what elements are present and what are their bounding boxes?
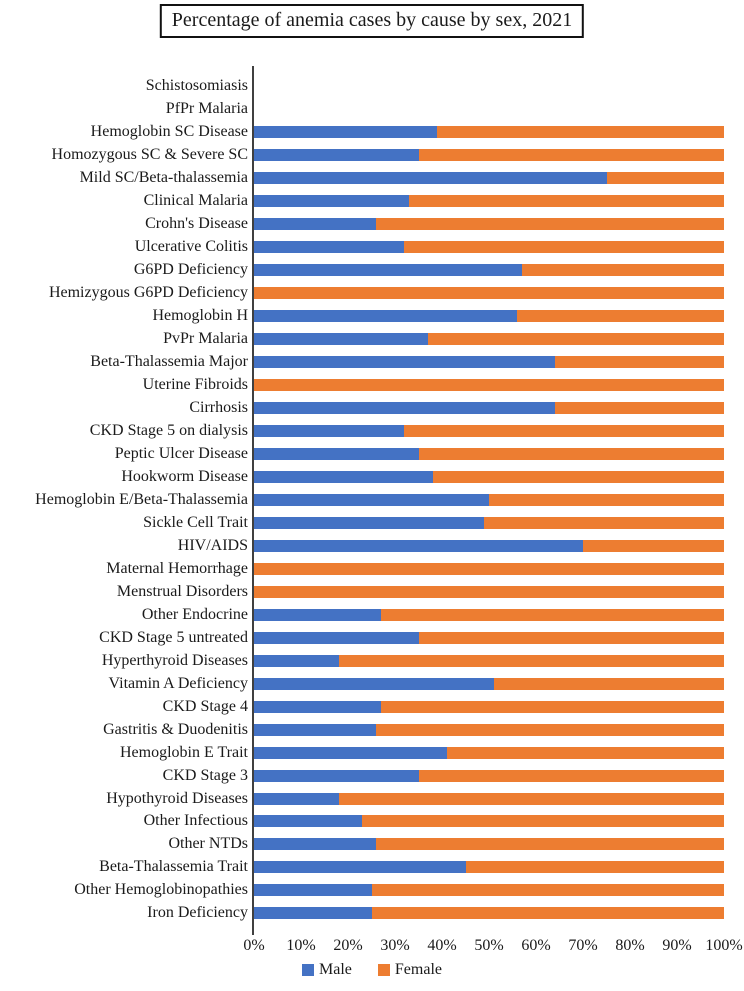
chart-title: Percentage of anemia cases by cause by sex, 2021 [160, 4, 584, 38]
bar-segment-male [254, 517, 484, 529]
bar-segment-female [433, 471, 724, 483]
chart-row [0, 718, 744, 741]
category-label: HIV/AIDS [177, 536, 248, 554]
bar-segment-male [254, 310, 517, 322]
chart-row [0, 741, 744, 764]
bar-track [254, 425, 724, 437]
legend-item-male [302, 961, 352, 979]
bar-segment-male [254, 861, 466, 873]
bar-segment-female [419, 632, 725, 644]
category-label: Clinical Malaria [143, 192, 248, 210]
category-label: Crohn's Disease [145, 215, 248, 233]
bar-track [254, 884, 724, 896]
category-label: Hookworm Disease [121, 467, 248, 485]
bar-segment-female [339, 793, 724, 805]
bar-track [254, 126, 724, 138]
bar-segment-male [254, 632, 419, 644]
bar-segment-male [254, 149, 419, 161]
bar-segment-female [376, 218, 724, 230]
bar-track [254, 103, 724, 115]
category-label: Gastritis & Duodenitis [103, 720, 248, 738]
x-axis-tick-label: 40% [427, 937, 457, 954]
bar-segment-female [381, 609, 724, 621]
bar-segment-female [409, 195, 724, 207]
x-axis-tick-label: 100% [705, 937, 743, 954]
chart-row [0, 236, 744, 259]
x-axis-tick-label: 30% [380, 937, 410, 954]
bar-segment-male [254, 815, 362, 827]
chart-rows [0, 75, 744, 925]
x-axis-tick-label: 10% [286, 937, 316, 954]
bar-track [254, 770, 724, 782]
bar-segment-female [555, 356, 724, 368]
bar-segment-male [254, 494, 489, 506]
chart-row [0, 121, 744, 144]
bar-segment-male [254, 609, 381, 621]
category-label: Schistosomiasis [145, 77, 248, 95]
chart-row [0, 534, 744, 557]
category-label: CKD Stage 5 on dialysis [89, 422, 248, 440]
legend-label: Male [319, 961, 352, 978]
category-label: Ulcerative Colitis [134, 238, 248, 256]
bar-track [254, 241, 724, 253]
bar-segment-female [428, 333, 724, 345]
bar-segment-male [254, 333, 428, 345]
bar-segment-female [437, 126, 724, 138]
bar-segment-male [254, 884, 372, 896]
bar-segment-female [419, 448, 725, 460]
bar-track [254, 861, 724, 873]
bar-track [254, 655, 724, 667]
bar-segment-male [254, 793, 339, 805]
category-label: Mild SC/Beta-thalassemia [79, 169, 248, 187]
bar-track [254, 724, 724, 736]
x-axis-tick-labels [243, 937, 743, 957]
chart-row [0, 833, 744, 856]
bar-segment-female [447, 747, 724, 759]
chart-row [0, 259, 744, 282]
bar-segment-male [254, 747, 447, 759]
bar-track [254, 195, 724, 207]
bar-segment-female [362, 815, 724, 827]
chart-row [0, 213, 744, 236]
bar-segment-male [254, 701, 381, 713]
category-label: Other Hemoglobinopathies [74, 881, 248, 899]
bar-segment-male [254, 172, 607, 184]
bar-track [254, 402, 724, 414]
chart-row [0, 167, 744, 190]
bar-segment-male [254, 471, 433, 483]
bar-segment-male [254, 724, 376, 736]
legend-swatch-icon [302, 964, 314, 976]
x-axis-tick-label: 90% [662, 937, 692, 954]
bar-segment-female [376, 724, 724, 736]
chart-row [0, 626, 744, 649]
category-label: Beta-Thalassemia Trait [99, 858, 248, 876]
bar-segment-female [254, 586, 724, 598]
category-label: CKD Stage 3 [162, 766, 248, 784]
chart-row [0, 902, 744, 925]
bar-track [254, 149, 724, 161]
bar-segment-female [517, 310, 724, 322]
bar-segment-male [254, 126, 437, 138]
chart-row [0, 787, 744, 810]
bar-segment-male [254, 425, 404, 437]
chart-row [0, 98, 744, 121]
bar-segment-male [254, 356, 555, 368]
chart-row [0, 672, 744, 695]
chart-row [0, 282, 744, 305]
chart-row [0, 420, 744, 443]
bar-segment-female [484, 517, 724, 529]
bar-track [254, 379, 724, 391]
bar-segment-female [555, 402, 724, 414]
bar-segment-female [372, 907, 725, 919]
bar-track [254, 356, 724, 368]
category-label: Other Infectious [143, 812, 248, 830]
bar-segment-female [489, 494, 724, 506]
bar-track [254, 540, 724, 552]
chart-row [0, 351, 744, 374]
category-label: Hemoglobin E/Beta-Thalassemia [35, 490, 248, 508]
bar-segment-female [466, 861, 725, 873]
chart-row [0, 374, 744, 397]
bar-track [254, 448, 724, 460]
x-axis-tick-label: 20% [333, 937, 363, 954]
chart-row [0, 328, 744, 351]
chart-row [0, 856, 744, 879]
category-label: Hemoglobin H [152, 307, 248, 325]
chart-row [0, 305, 744, 328]
chart-row [0, 465, 744, 488]
bar-track [254, 80, 724, 92]
bar-segment-female [404, 241, 724, 253]
bar-track [254, 287, 724, 299]
bar-track [254, 586, 724, 598]
category-label: G6PD Deficiency [133, 261, 248, 279]
chart-row [0, 603, 744, 626]
bar-track [254, 172, 724, 184]
bar-track [254, 747, 724, 759]
category-label: Other NTDs [168, 835, 248, 853]
bar-segment-female [372, 884, 725, 896]
legend-item-female [378, 961, 442, 979]
bar-segment-male [254, 907, 372, 919]
bar-segment-female [376, 838, 724, 850]
bar-track [254, 678, 724, 690]
bar-segment-female [494, 678, 724, 690]
category-label: Homozygous SC & Severe SC [51, 146, 248, 164]
bar-segment-female [419, 149, 725, 161]
bar-segment-male [254, 218, 376, 230]
bar-segment-male [254, 678, 494, 690]
bar-track [254, 563, 724, 575]
chart-row [0, 810, 744, 833]
bar-segment-male [254, 448, 419, 460]
bar-track [254, 815, 724, 827]
bar-track [254, 264, 724, 276]
category-label: Menstrual Disorders [116, 582, 248, 600]
bar-segment-male [254, 838, 376, 850]
bar-segment-female [254, 379, 724, 391]
bar-track [254, 333, 724, 345]
chart-row [0, 580, 744, 603]
bar-track [254, 218, 724, 230]
bar-segment-female [381, 701, 724, 713]
chart-row [0, 764, 744, 787]
bar-track [254, 471, 724, 483]
chart-row [0, 75, 744, 98]
bar-track [254, 632, 724, 644]
x-axis-tick-label: 70% [568, 937, 598, 954]
x-axis-tick-label: 60% [521, 937, 551, 954]
bar-track [254, 907, 724, 919]
chart-row [0, 190, 744, 213]
bar-segment-male [254, 770, 419, 782]
bar-segment-female [254, 287, 724, 299]
bar-segment-male [254, 402, 555, 414]
chart-row [0, 488, 744, 511]
chart-row [0, 649, 744, 672]
chart-row [0, 511, 744, 534]
x-axis-tick-label: 80% [615, 937, 645, 954]
bar-segment-female [404, 425, 724, 437]
bar-segment-female [522, 264, 724, 276]
category-label: Hypothyroid Diseases [106, 789, 248, 807]
legend-label: Female [394, 961, 442, 978]
bar-segment-female [339, 655, 724, 667]
bar-segment-male [254, 540, 583, 552]
bar-segment-male [254, 195, 409, 207]
category-label: Hemizygous G6PD Deficiency [48, 284, 248, 302]
chart-row [0, 144, 744, 167]
chart-row [0, 879, 744, 902]
x-axis-tick-label: 0% [243, 937, 265, 954]
category-label: Hemoglobin SC Disease [90, 123, 248, 141]
bar-track [254, 609, 724, 621]
category-label: Maternal Hemorrhage [106, 559, 248, 577]
bar-segment-female [419, 770, 725, 782]
bar-segment-female [583, 540, 724, 552]
chart-row [0, 695, 744, 718]
chart-row [0, 397, 744, 420]
category-label: Hyperthyroid Diseases [101, 651, 248, 669]
category-label: PfPr Malaria [165, 100, 248, 118]
category-label: Other Endocrine [141, 605, 248, 623]
chart-row [0, 443, 744, 466]
category-label: PvPr Malaria [163, 330, 248, 348]
bar-track [254, 701, 724, 713]
bar-track [254, 793, 724, 805]
category-label: Hemoglobin E Trait [119, 743, 248, 761]
category-label: Uterine Fibroids [142, 376, 248, 394]
bar-segment-male [254, 264, 522, 276]
category-label: CKD Stage 4 [162, 697, 248, 715]
bar-track [254, 517, 724, 529]
legend-swatch-icon [378, 964, 390, 976]
category-label: Sickle Cell Trait [143, 513, 248, 531]
chart-row [0, 557, 744, 580]
category-label: Iron Deficiency [147, 904, 248, 922]
bar-track [254, 838, 724, 850]
chart-legend [0, 961, 744, 979]
bar-segment-male [254, 241, 404, 253]
bar-track [254, 310, 724, 322]
category-label: Beta-Thalassemia Major [90, 353, 248, 371]
bar-segment-female [254, 563, 724, 575]
category-label: Peptic Ulcer Disease [114, 444, 248, 462]
bar-track [254, 494, 724, 506]
category-label: CKD Stage 5 untreated [99, 628, 248, 646]
category-label: Cirrhosis [189, 399, 248, 417]
category-label: Vitamin A Deficiency [108, 674, 248, 692]
bar-segment-male [254, 655, 339, 667]
bar-segment-female [607, 172, 725, 184]
x-axis-tick-label: 50% [474, 937, 504, 954]
